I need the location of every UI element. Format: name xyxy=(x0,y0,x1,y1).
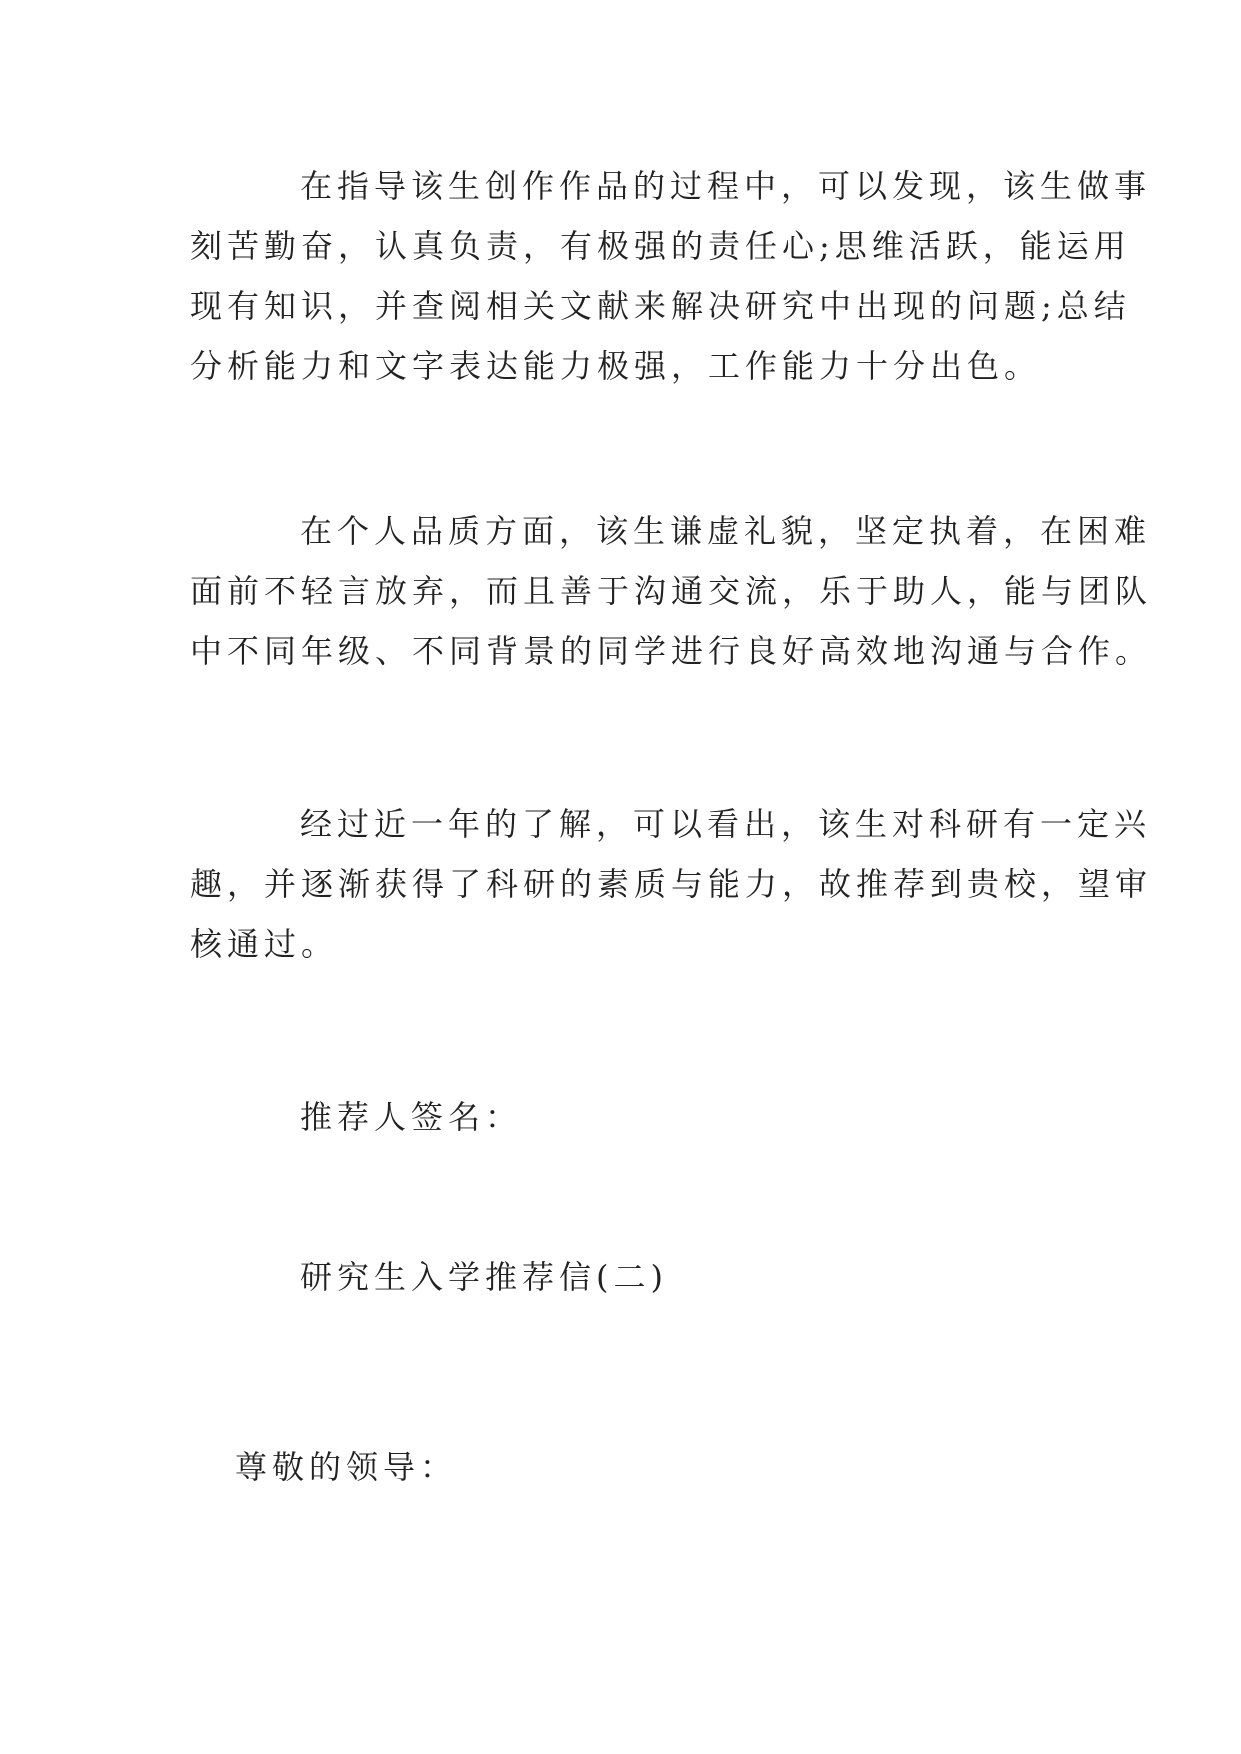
paragraph-line: 刻苦勤奋，认真负责，有极强的责任心;思维活跃，能运用 xyxy=(190,227,1131,265)
signature-block xyxy=(190,1087,1070,1147)
paragraph-line: 核通过。 xyxy=(190,925,339,963)
paragraph-line: 在指导该生创作作品的过程中，可以发现，该生做事 xyxy=(300,167,1152,205)
paragraph-line: 经过近一年的了解，可以看出，该生对科研有一定兴 xyxy=(300,805,1152,843)
signature-label: 推荐人签名： xyxy=(300,1098,523,1136)
paragraph-line: 现有知识，并查阅相关文献来解决研究中出现的问题;总结 xyxy=(190,287,1131,325)
salutation-block xyxy=(190,1437,1070,1497)
paragraph-line: 趣，并逐渐获得了科研的素质与能力，故推荐到贵校，望审 xyxy=(190,865,1153,903)
paragraph-personal-quality xyxy=(190,501,1153,681)
paragraph-conclusion xyxy=(190,794,1153,974)
paragraph-line: 分析能力和文字表达能力极强，工作能力十分出色。 xyxy=(190,347,1042,385)
paragraph-guidance xyxy=(190,156,1152,396)
section-title xyxy=(190,1247,1070,1307)
paragraph-line: 面前不轻言放弃，而且善于沟通交流，乐于助人，能与团队 xyxy=(190,572,1153,610)
paragraph-line: 中不同年级、不同背景的同学进行良好高效地沟通与合作。 xyxy=(190,632,1153,670)
section-title-text: 研究生入学推荐信(二) xyxy=(300,1258,668,1296)
salutation-text: 尊敬的领导： xyxy=(235,1448,458,1486)
paragraph-line: 在个人品质方面，该生谦虚礼貌，坚定执着，在困难 xyxy=(300,512,1152,550)
